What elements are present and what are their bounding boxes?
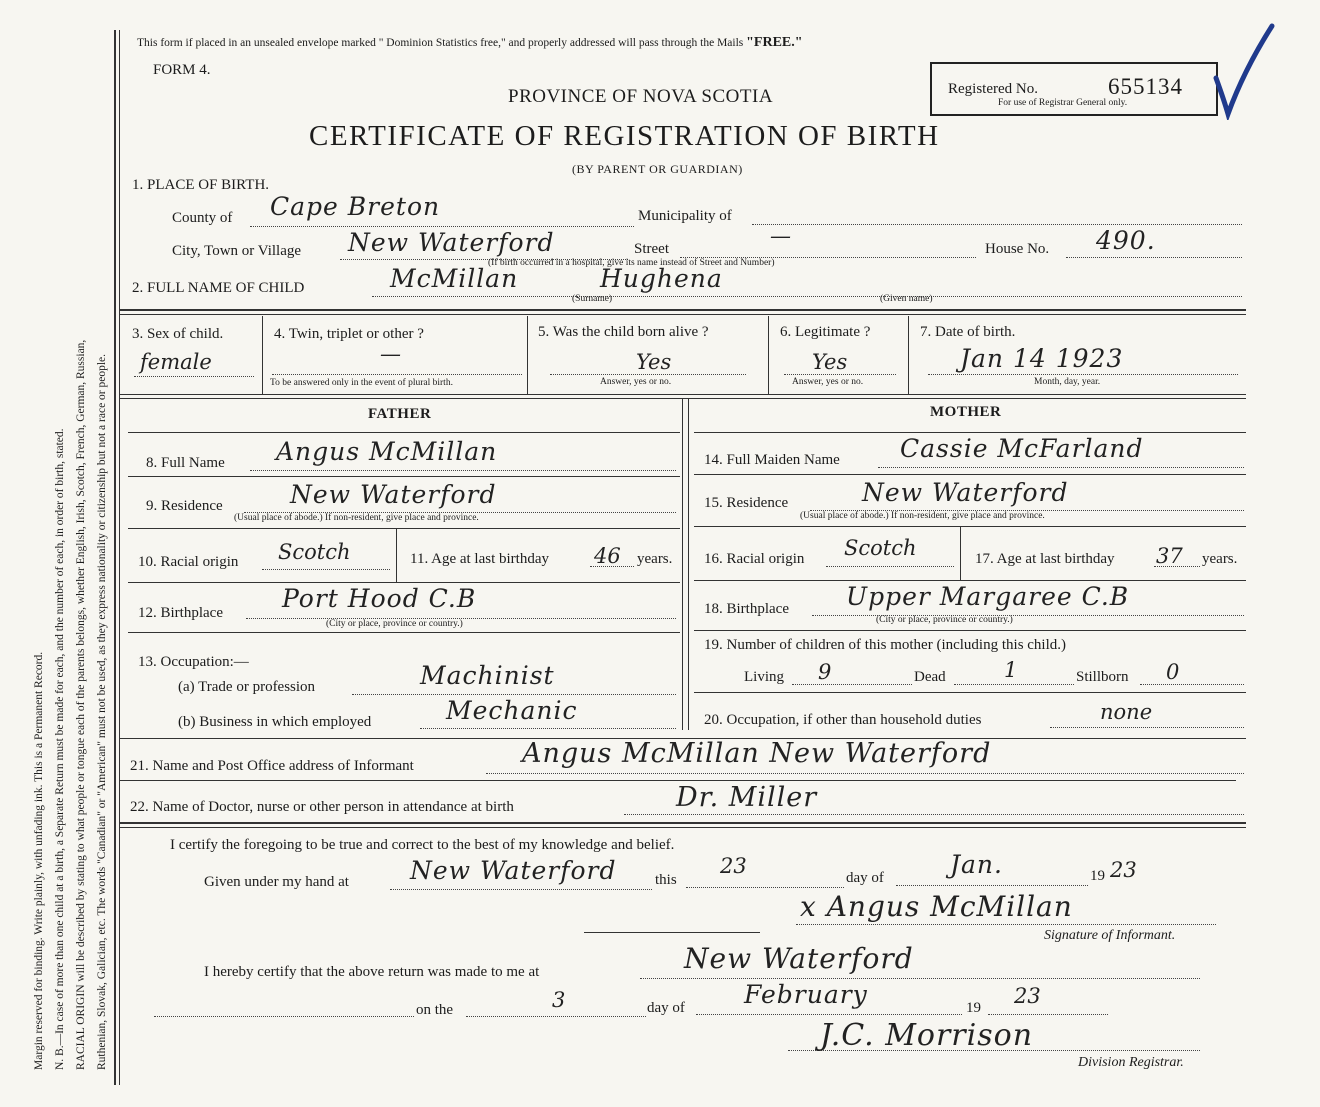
cell-divider — [768, 316, 769, 394]
day-of-label: day of — [846, 870, 884, 886]
born-alive-line — [550, 374, 746, 375]
row-divider — [694, 692, 1246, 693]
left-border-line-inner — [119, 30, 120, 1085]
certify-month-value: Jan. — [950, 850, 1003, 879]
mail-free: "FREE." — [746, 35, 803, 50]
row-divider — [128, 476, 680, 477]
informant-line — [486, 773, 1244, 774]
cell-divider — [908, 316, 909, 394]
twin-note: To be answered only in the event of plural birth. — [270, 378, 453, 388]
registrar-signature-caption: Division Registrar. — [1078, 1055, 1184, 1070]
divider — [120, 398, 1246, 399]
mother-age-label: 17. Age at last birthday — [975, 551, 1115, 567]
form-number: FORM 4. — [153, 62, 211, 78]
father-business-label: (b) Business in which employed — [178, 714, 372, 730]
registrar-signature: J.C. Morrison — [820, 1018, 1034, 1053]
informant-value: Angus McMillan New Waterford — [522, 738, 992, 769]
mother-occupation-value: none — [1100, 700, 1153, 724]
father-name-label: 8. Full Name — [146, 455, 225, 471]
born-alive-value: Yes — [636, 350, 672, 374]
cell-divider — [527, 316, 528, 394]
doctor-value: Dr. Miller — [676, 782, 818, 813]
father-business-line — [420, 728, 676, 729]
mother-residence-value: New Waterford — [862, 478, 1069, 507]
father-birthplace-value: Port Hood C.B — [282, 584, 477, 613]
city-label: City, Town or Village — [172, 243, 302, 259]
street-value: — — [770, 224, 791, 248]
given-place-value: New Waterford — [410, 856, 617, 885]
mother-occupation-line — [1050, 727, 1244, 728]
registered-number-box — [930, 62, 1218, 116]
father-occupation-label: 13. Occupation:— — [138, 654, 249, 670]
house-number-line — [1066, 257, 1242, 258]
legitimate-value: Yes — [812, 350, 848, 374]
registered-label: Registered No. — [948, 81, 1038, 97]
born-alive-label: 5. Was the child born alive ? — [538, 324, 709, 340]
hospital-note: (If birth occurred in a hospital, give its name instead of Street and Number) — [488, 258, 775, 268]
registered-number: 655134 — [1108, 74, 1183, 99]
registrar-place-value: New Waterford — [684, 942, 914, 975]
municipality-line — [752, 224, 1242, 225]
legitimate-label: 6. Legitimate ? — [780, 324, 871, 340]
registrar-month-line — [696, 1014, 962, 1015]
child-given-name-value: Hughena — [600, 264, 723, 293]
row-divider — [128, 528, 680, 529]
registrar-place-line — [640, 978, 1200, 979]
father-residence-value: New Waterford — [290, 480, 497, 509]
divider — [120, 827, 1246, 828]
divider — [120, 822, 1246, 824]
row-divider — [694, 432, 1246, 433]
mother-residence-label: 15. Residence — [704, 495, 789, 511]
dead-value: 1 — [1004, 658, 1018, 682]
father-birthplace-note: (City or place, province or country.) — [326, 619, 463, 629]
sidebar-note-multiple-births: N. B.—In case of more than one child at a birth, a Separate Return must be made for each, and the number of each, in order of birth, stated. — [54, 428, 66, 1070]
legitimate-line — [784, 374, 896, 375]
house-number-label: House No. — [985, 241, 1050, 257]
divider — [120, 394, 1246, 395]
registrar-statement: I hereby certify that the above return was made to me at — [204, 964, 540, 980]
mother-name-label: 14. Full Maiden Name — [704, 452, 840, 468]
living-label: Living — [744, 669, 784, 685]
born-alive-note: Answer, yes or no. — [600, 377, 672, 387]
child-surname-value: McMillan — [390, 264, 519, 293]
mother-racial-origin-line — [826, 566, 954, 567]
informant-signature-line — [796, 924, 1216, 925]
surname-caption: (Surname) — [572, 294, 613, 304]
row-divider — [128, 632, 680, 633]
cell-divider — [396, 528, 397, 582]
page-title: CERTIFICATE OF REGISTRATION OF BIRTH — [309, 120, 940, 152]
informant-signature-caption: Signature of Informant. — [1044, 928, 1176, 943]
father-trade-line — [352, 694, 676, 695]
row-divider — [694, 580, 1246, 581]
on-the-label: on the — [416, 1002, 454, 1018]
father-trade-label: (a) Trade or profession — [178, 679, 316, 695]
father-birthplace-label: 12. Birthplace — [138, 605, 223, 621]
divider — [120, 780, 1236, 781]
municipality-label: Municipality of — [638, 208, 732, 224]
certify-statement: I certify the foregoing to be true and correct to the best of my knowledge and belief. — [170, 837, 675, 853]
divider — [120, 314, 1246, 315]
father-years-label: years. — [637, 551, 673, 567]
mother-occupation-label: 20. Occupation, if other than household duties — [704, 712, 982, 728]
informant-signature: x Angus McMillan — [800, 890, 1073, 923]
page-subtitle: (BY PARENT OR GUARDIAN) — [572, 162, 743, 176]
sex-label: 3. Sex of child. — [132, 326, 224, 342]
city-value: New Waterford — [348, 228, 555, 257]
sidebar-note-margin: Margin reserved for binding. Write plainly, with unfading ink. This is a Permanent Record. — [33, 651, 45, 1070]
province-heading: PROVINCE OF NOVA SCOTIA — [508, 86, 774, 107]
sex-value: female — [140, 350, 212, 374]
given-under-hand-label: Given under my hand at — [204, 874, 349, 890]
informant-label: 21. Name and Post Office address of Informant — [130, 758, 414, 774]
certify-year-value: 23 — [1110, 858, 1137, 882]
legitimate-note: Answer, yes or no. — [792, 377, 864, 387]
stillborn-label: Stillborn — [1076, 669, 1129, 685]
street-label: Street — [634, 241, 669, 257]
mail-note: This form if placed in an unsealed envelope marked " Dominion Statistics free," and properly addressed will pass through the Mails "FREE." — [137, 35, 803, 50]
month-line — [896, 885, 1088, 886]
mother-age-value: 37 — [1156, 544, 1183, 568]
father-name-line — [250, 470, 676, 471]
registrar-day-value: 3 — [552, 988, 566, 1012]
father-age-value: 46 — [594, 544, 621, 568]
mother-heading: MOTHER — [930, 404, 1002, 420]
mother-birthplace-value: Upper Margaree C.B — [846, 582, 1130, 611]
living-line — [792, 684, 912, 685]
father-residence-note: (Usual place of abode.) If non-resident, give place and province. — [234, 513, 479, 523]
row-divider — [128, 582, 680, 583]
sidebar-note-racial-origin-2: Ruthenian, Slovak, Galician, etc. The words "Canadian" or "American" must not be used, as they express nationality or citizenship but not a race or people. — [96, 353, 108, 1070]
column-divider — [688, 398, 689, 730]
father-heading: FATHER — [368, 406, 432, 422]
father-racial-origin-line — [262, 569, 390, 570]
father-racial-origin-label: 10. Racial origin — [138, 554, 239, 570]
mother-racial-origin-label: 16. Racial origin — [704, 551, 805, 567]
column-divider — [682, 398, 683, 730]
twin-label: 4. Twin, triplet or other ? — [274, 326, 424, 342]
row-divider — [694, 630, 1246, 631]
father-name-value: Angus McMillan — [276, 437, 498, 466]
mother-residence-note: (Usual place of abode.) If non-resident, give place and province. — [800, 511, 1045, 521]
twin-line — [272, 374, 522, 375]
row-divider — [694, 526, 1246, 527]
registrar-month-value: February — [744, 980, 868, 1009]
place-of-birth-heading: 1. PLACE OF BIRTH. — [132, 177, 270, 193]
father-racial-origin-value: Scotch — [278, 540, 351, 564]
living-value: 9 — [818, 660, 832, 684]
registrar-general-note: For use of Registrar General only. — [998, 98, 1128, 108]
mother-years-label: years. — [1202, 551, 1238, 567]
house-number-value: 490. — [1096, 226, 1156, 255]
certify-day-value: 23 — [720, 854, 747, 878]
separator-line — [584, 932, 760, 933]
left-border-line — [114, 30, 116, 1085]
mother-birthplace-note: (City or place, province or country.) — [876, 615, 1013, 625]
mother-birthplace-label: 18. Birthplace — [704, 601, 789, 617]
year-prefix: 19 — [1090, 868, 1105, 884]
date-of-birth-value: Jan 14 1923 — [960, 344, 1124, 373]
divider — [120, 309, 1246, 311]
given-name-caption: (Given name) — [880, 294, 933, 304]
father-age-label: 11. Age at last birthday — [410, 551, 549, 567]
cell-divider — [262, 316, 263, 394]
registrar-day-line — [466, 1016, 646, 1017]
county-line — [250, 226, 634, 227]
registrar-day-of-label: day of — [647, 1000, 685, 1016]
county-label: County of — [172, 210, 233, 226]
registrar-year-line — [988, 1014, 1108, 1015]
father-trade-value: Machinist — [420, 661, 555, 690]
doctor-line — [624, 814, 1244, 815]
sidebar-note-racial-origin: RACIAL ORIGIN will be described by stating to what people or tongue each of the parents belongs, whether English, Irish, Scotch, French, German, Russian, — [75, 339, 87, 1070]
mother-racial-origin-value: Scotch — [844, 536, 917, 560]
date-of-birth-note: Month, day, year. — [1034, 377, 1101, 387]
child-name-line — [372, 296, 1242, 297]
child-name-label: 2. FULL NAME OF CHILD — [132, 280, 305, 296]
checkmark-icon — [1212, 20, 1278, 120]
stillborn-value: 0 — [1166, 660, 1180, 684]
registrar-year-value: 23 — [1014, 984, 1041, 1008]
mother-name-line — [878, 467, 1244, 468]
father-business-value: Mechanic — [446, 696, 578, 725]
day-line — [686, 887, 844, 888]
father-residence-label: 9. Residence — [146, 498, 223, 514]
mother-children-label: 19. Number of children of this mother (including this child.) — [704, 637, 1067, 653]
stillborn-line — [1140, 684, 1244, 685]
mother-name-value: Cassie McFarland — [900, 434, 1144, 463]
twin-value: — — [380, 342, 401, 366]
doctor-label: 22. Name of Doctor, nurse or other person in attendance at birth — [130, 799, 514, 815]
registrar-line-lead — [154, 1016, 414, 1017]
registrar-year-prefix: 19 — [966, 1000, 981, 1016]
date-of-birth-line — [928, 374, 1238, 375]
row-divider — [128, 432, 680, 433]
dead-line — [954, 684, 1074, 685]
this-label: this — [655, 872, 677, 888]
row-divider — [694, 474, 1246, 475]
county-value: Cape Breton — [270, 192, 441, 221]
date-of-birth-label: 7. Date of birth. — [920, 324, 1016, 340]
cell-divider — [960, 526, 961, 580]
dead-label: Dead — [914, 669, 946, 685]
sex-line — [134, 376, 254, 377]
given-place-line — [390, 889, 652, 890]
